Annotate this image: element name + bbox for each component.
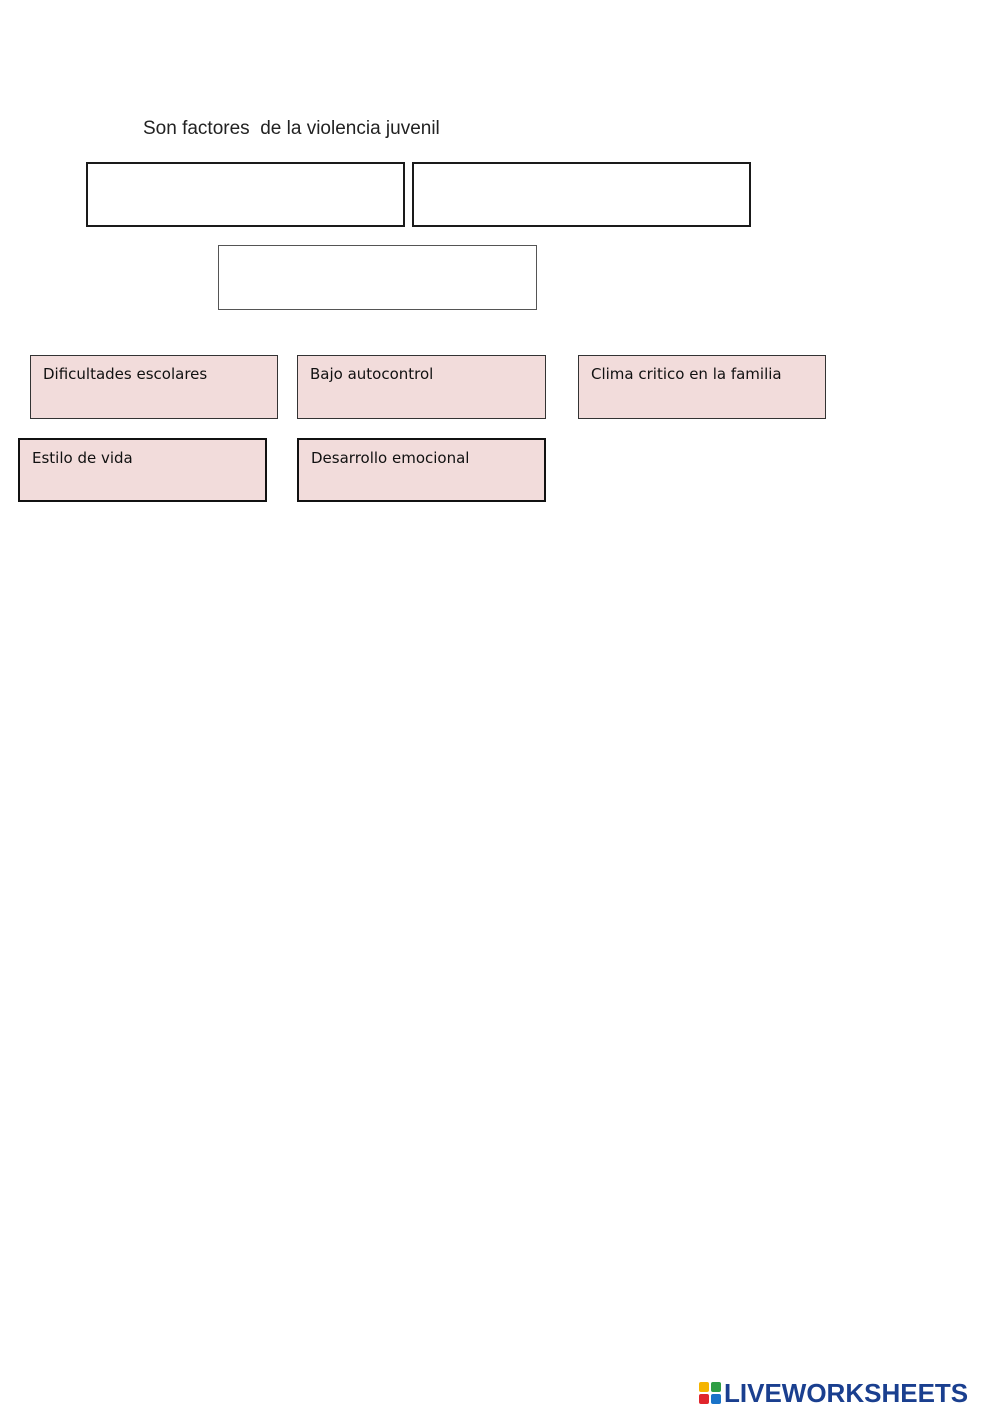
answer-tile-label: Desarrollo emocional [311, 449, 470, 467]
answer-tile-label: Estilo de vida [32, 449, 133, 467]
liveworksheets-brand [698, 1379, 968, 1407]
page-title: Son factores de la violencia juvenil [143, 118, 440, 139]
answer-tile-label: Bajo autocontrol [310, 365, 434, 383]
answer-tile-label: Clima critico en la familia [591, 365, 782, 383]
answer-tile-estilo-de-vida[interactable] [18, 438, 267, 502]
answer-tile-dificultades-escolares[interactable] [30, 355, 278, 419]
answer-drop-box-3[interactable] [218, 245, 537, 310]
liveworksheets-logo-icon [698, 1381, 722, 1405]
answer-tile-bajo-autocontrol[interactable] [297, 355, 546, 419]
answer-tile-clima-critico[interactable] [578, 355, 826, 419]
answer-tile-label: Dificultades escolares [43, 365, 208, 383]
answer-drop-box-2[interactable] [412, 162, 751, 227]
brand-name: LIVEWORKSHEETS [724, 1377, 969, 1408]
answer-drop-box-1[interactable] [86, 162, 405, 227]
answer-tile-desarrollo-emocional[interactable] [297, 438, 546, 502]
